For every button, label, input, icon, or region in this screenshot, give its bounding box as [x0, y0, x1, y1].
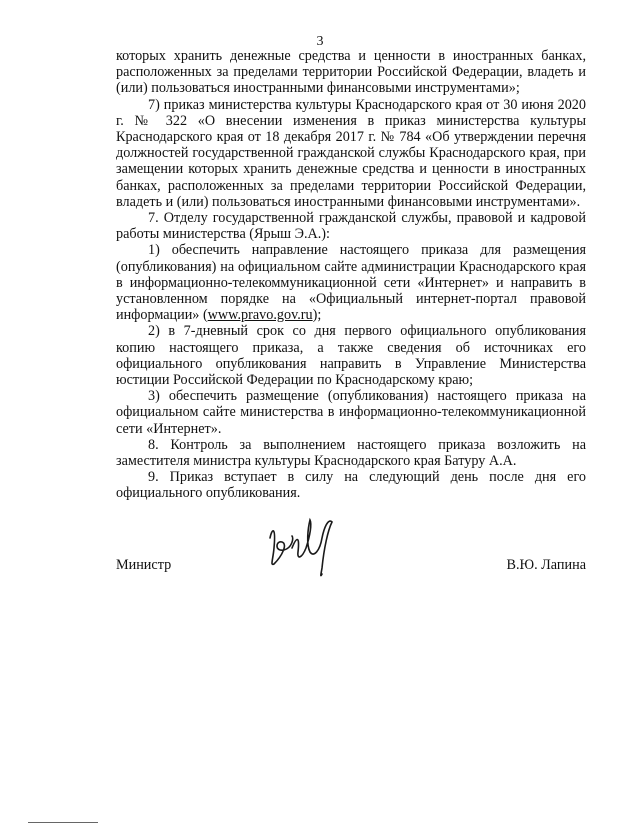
signature-block	[116, 555, 586, 595]
paragraph-7-2-copy: 2) в 7-дневный срок со дня первого официального опубликования копию настоящего приказа, а также сведения об источниках его официального опубликования направить в Управление Министерства юстиции Российской Федерации по Краснодарскому краю;	[116, 323, 586, 389]
document-body	[116, 48, 586, 502]
signer-position: Министр	[116, 557, 172, 573]
paragraph-7-1-text: 1) обеспечить направление настоящего приказа для размещения (опубликования) на официальном сайте администрации Краснодарского края в информационно-телекоммуникационной сети «Интернет» и направить в установленном порядке на «Официальный интернет-портал правовой информации» (	[116, 242, 586, 324]
paragraph-item-7-order: 7) приказ министерства культуры Краснодарского края от 30 июня 2020 г. № 322 «О внесении изменения в приказ министерства культуры Краснодарского края от 18 декабря 2017 г. № 784 «Об утверждении перечня должностей государственной гражданской службы Краснодарского края, при замещении которых хранить денежные средства и ценности в иностранных банках, расположенных за пределами территории Российской Федерации, владеть и (или) пользоваться иностранными финансовыми инструментами».	[116, 96, 586, 210]
paragraph-7-department: 7. Отделу государственной гражданской службы, правовой и кадровой работы министерства (Ярыш Э.А.):	[116, 210, 586, 243]
paragraph-9-effective: 9. Приказ вступает в силу на следующий день после дня его официального опубликования.	[116, 469, 586, 502]
pravo-link[interactable]: www.pravo.gov.ru	[207, 307, 313, 324]
paragraph-8-control: 8. Контроль за выполнением настоящего приказа возложить на заместителя министра культуры Краснодарского края Батуру А.А.	[116, 436, 586, 470]
paragraph-continuation: которых хранить денежные средства и ценности в иностранных банках, расположенных за пределами территории Российской Федерации, владеть и (или) пользоваться иностранными финансовыми инструментами»;	[116, 48, 586, 97]
paragraph-7-3-website: 3) обеспечить размещение (опубликования) настоящего приказа на официальном сайте министерства в информационно-телекоммуникационной сети «Интернет».	[116, 388, 586, 437]
signer-name: В.Ю. Лапина	[506, 557, 586, 573]
footer-divider	[28, 822, 98, 823]
paragraph-7-1-tail: );	[312, 307, 322, 324]
page-number: 3	[316, 34, 324, 49]
paragraph-7-1-publish	[116, 242, 586, 323]
